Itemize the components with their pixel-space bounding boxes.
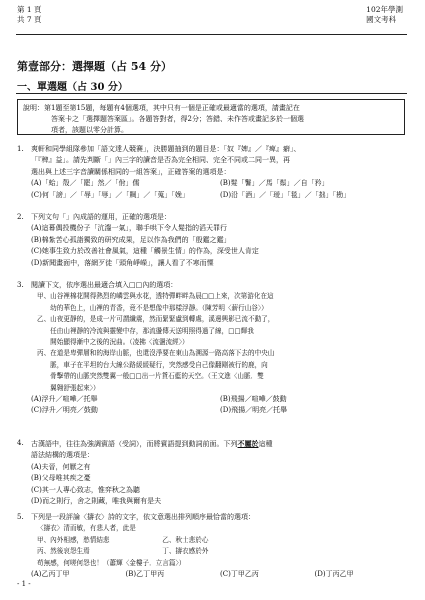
question-stem: 下列文句「」內成語的運用，正確的選項是： [31, 213, 171, 221]
passage-line: 幼的華色上，山裡的青香，竟不是想像中那樣浮靜。（陳芳明〈薪行山谷〉） [37, 303, 268, 312]
option-d[interactable]: (D)飛揚／明亮／托舉 [220, 406, 288, 415]
passage-line: 開始顯得漸中之後的況曲。（凌拂〈流盪流經〉） [37, 338, 189, 347]
option-c[interactable]: (C)她事生致力於改善社會風氣，這種「觸景生情」的作為，深受世人肯定 [31, 247, 259, 256]
passage-line: 甲、內外相感，愁情結悲 乙、秋士悲於心 [37, 535, 209, 544]
passage [37, 291, 409, 394]
question-number: 2. [17, 213, 24, 221]
option-b[interactable]: (B)棉紮苦心孤詣獨致的研究成果，足以作為我們的「殷鑑之鑑」 [31, 235, 231, 244]
exam-subject: 國文考科 [366, 15, 397, 24]
part-title: 第壹部分：選擇題（占 54 分） [17, 60, 172, 73]
question-3 [17, 280, 409, 417]
section-divider [16, 93, 407, 94]
passage-line: 甲、山谷裡棉花開得熱烈的嶙雲與水花，透特彈畔畔為晨□□上來，次第游化在這 [37, 292, 274, 301]
passage-line: 乙、山夜更靜的，是成一片可謂纖震，然而緊緊盧到轉處，溪邊興影已流不動了， [37, 315, 275, 324]
option-d[interactable]: (D)新聞畫面中，落網歹徒「頭角崢嶸」，讓人看了不寒而慄 [31, 258, 214, 267]
question-2 [17, 212, 409, 269]
option-c[interactable]: (C)丁甲乙丙 [220, 570, 259, 579]
option-a[interactable]: (A)乙丙丁甲 [31, 570, 70, 579]
option-b[interactable]: (B)乙丁甲丙 [125, 570, 165, 579]
question-stem [31, 438, 409, 462]
question-5 [17, 512, 409, 580]
question-4 [17, 438, 409, 507]
header-divider [16, 34, 407, 35]
stem-line: 選出與上述三字音讀關係相同的一組答案」，正確答案的選項是： [31, 167, 231, 176]
header-left [17, 5, 42, 25]
passage-line: 翼翱舒張起來〉） [37, 383, 100, 392]
option-c[interactable]: (C)其一人專心致志，惟弈秋之為聽 [31, 485, 140, 494]
option-c[interactable]: (C)浮升／明亮／鼓動 [31, 406, 98, 415]
passage-line: 脈，車子在平坦的台大線公路緩緩疑行，突然感受自己像翻剛被行的鹿，向 [37, 360, 268, 369]
passage-line: 丙、然後哀怨生焉 丁、擣衣感於外 [37, 547, 209, 556]
question-stem [31, 144, 409, 178]
stem-line: 爽軒和同學組隊參加「語文達人競賽」，決勝題抽到的題目是：「奴『婢』／『痺』癖」、 [31, 145, 301, 153]
option-a[interactable]: (A)浮升／喧嘩／托舉 [31, 395, 98, 404]
option-b[interactable]: (B)父母唯其疾之憂 [31, 474, 91, 483]
section-title: 一、單選題（占 30 分） [17, 82, 128, 93]
stem-emphasis: 不屬於 [237, 439, 259, 448]
page-number: 第 1 頁 [17, 5, 42, 14]
instructions-box [17, 99, 405, 135]
option-c[interactable]: (C)何「謗」／「辱」「辱」／「賙」／「蒐」「娩」 [31, 190, 189, 199]
passage-line: 丙、在道是卑彈層和的海岸山脈，也還沒淨要在東山為溯源一路高落下去的中央山 [37, 349, 275, 358]
instructions-line: 項者，該題以零分計算。 [51, 126, 128, 134]
passage [37, 523, 409, 569]
passage-line: 任由山裡靜的冷流與靈變中存，那流盪傳天送明照得過了線，□□輝我 [37, 326, 254, 335]
option-b[interactable]: (B)飛揚／喧嘩／鼓動 [220, 395, 287, 404]
passage-line: 苟無感，何嗟何怨也！（蕭輝〈金樓子．立言篇〉） [37, 558, 186, 567]
instructions-line: 答案卡之「選擇題答案區」。各題答對者，得2分；答錯、未作答或畫記多於一個選 [51, 115, 304, 123]
option-d[interactable]: (D)丁丙乙甲 [314, 570, 354, 579]
instructions-line: 說明：第1題至第15題，每題有4個選項，其中只有一個是正確或最適當的選項，請畫記在 [23, 104, 300, 112]
options [31, 178, 409, 201]
question-number: 1. [17, 145, 24, 153]
question-number: 3. [17, 281, 24, 289]
header-right [366, 5, 403, 25]
option-b[interactable]: (B)髮「鬐」／馬「鬃」／自「矜」 [220, 179, 329, 188]
option-d[interactable]: (D)沿「酒」／「璦」「毯」／「拙」「勘」 [220, 190, 351, 199]
option-a[interactable]: (A)這幕偶投機份子「沆瀣一氣」，聯手哄下令人髮指的滔天罪行 [31, 224, 228, 233]
question-stem: 閱讀下文，依序選出最適合填入□□內的選項： [31, 281, 178, 289]
question-1 [17, 144, 409, 201]
option-a[interactable]: (A)「蛤」殼／「罷」然／「佾」儒 [31, 179, 140, 188]
question-number: 5. [17, 513, 24, 521]
question-number: 4. [17, 439, 24, 447]
stem-line: 「『稗』益」。請先判斷「」內三字的讀音是否為完全相同、完全不同或二同一異，再 [31, 156, 290, 165]
option-a[interactable]: (A)夫晉，何厭之有 [31, 462, 91, 471]
options [31, 569, 409, 580]
stem-line: 語法結構的選項是： [31, 451, 94, 460]
passage-line: 〈擣衣〉清而敏，有悲人者，此是 [37, 524, 136, 533]
exam-year: 102年學測 [366, 5, 403, 14]
options [31, 394, 409, 417]
page-footer: - 1 - [17, 580, 31, 588]
stem-line: 古漢語中，往往為強調賓語（受詞），而將賓語提到動詞前面。下列 [31, 440, 238, 448]
question-stem: 下列是一段評論〈擣衣〉詩的文字，依文意選出排列順序最恰當的選項： [31, 513, 255, 521]
page-total: 共 7 頁 [17, 15, 42, 24]
passage-line: 骨擊帶的山脈突然雙翼一般□□出一片貨石藍的天空。（王文進〈山脈．雙 [37, 372, 264, 381]
stem-tail: 這種 [258, 440, 273, 448]
option-d[interactable]: (D)而之則行，舍之則藏，唯我與爾有是夫 [31, 497, 162, 506]
